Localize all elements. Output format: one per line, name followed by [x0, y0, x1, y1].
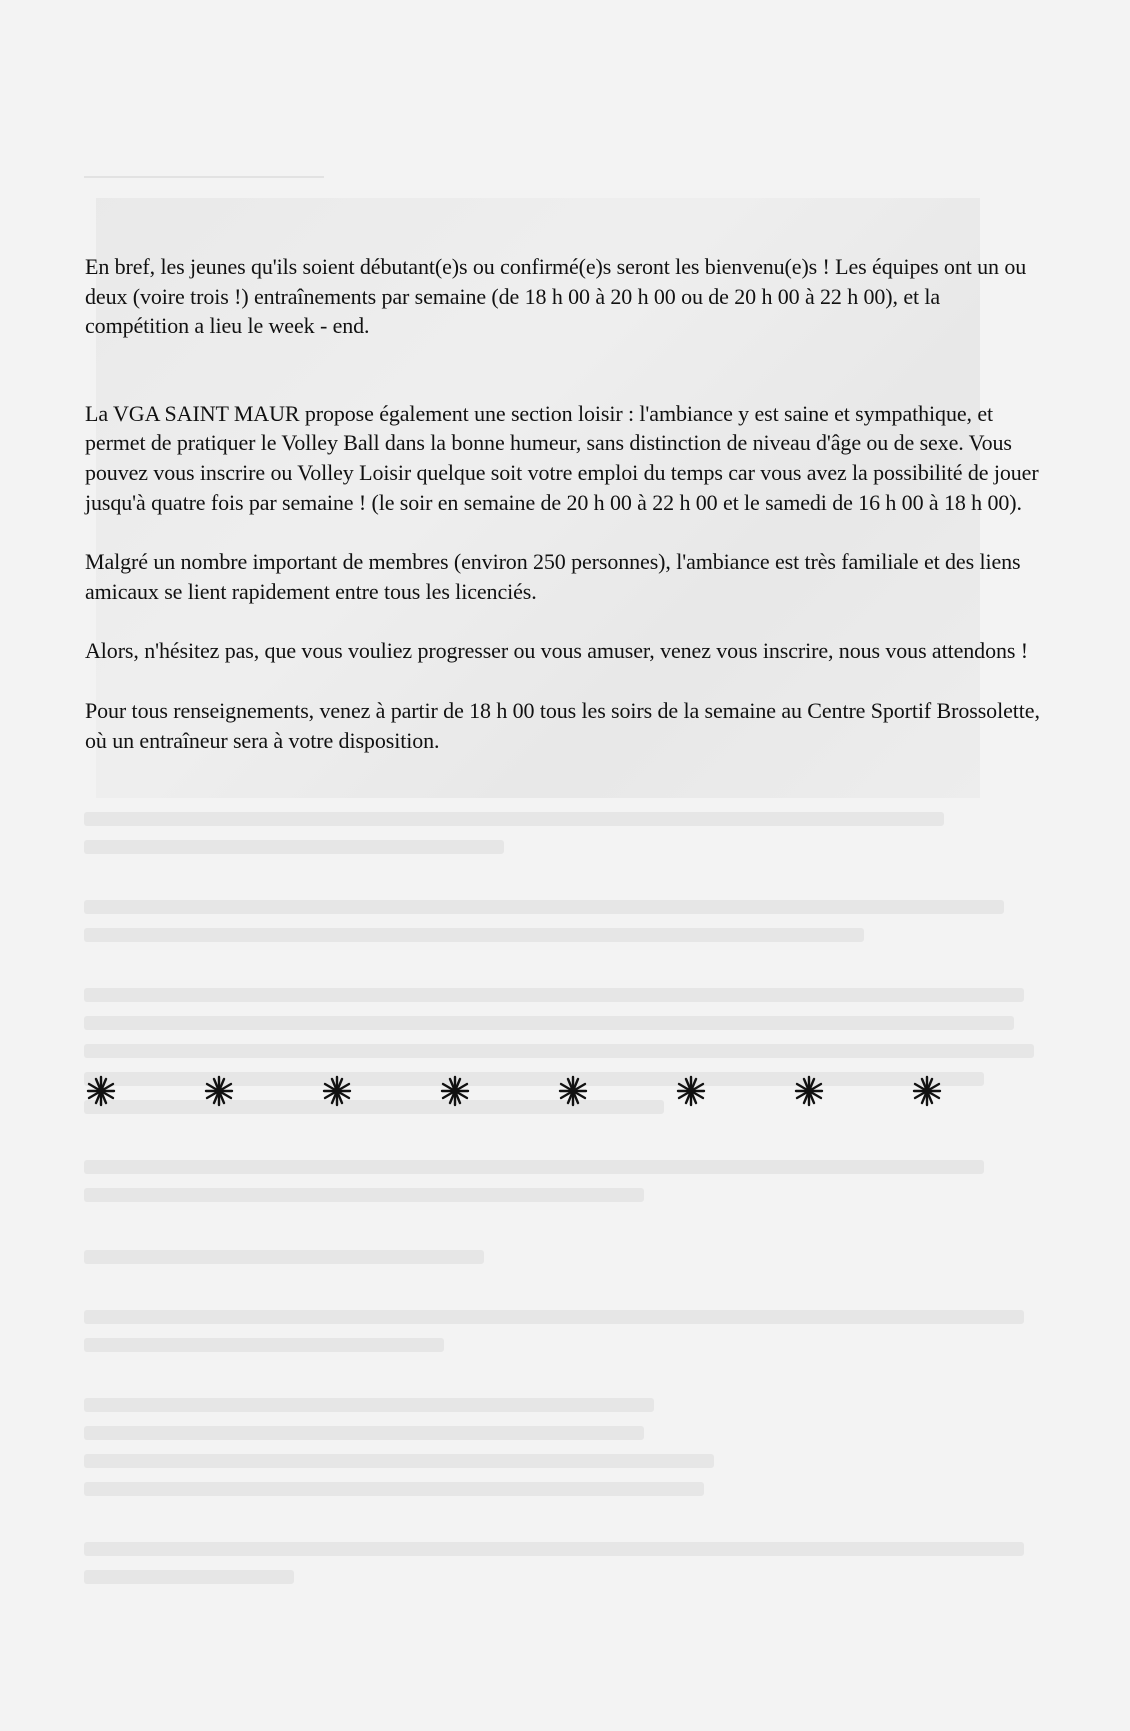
show-through-line	[84, 928, 864, 942]
show-through-line	[84, 1188, 644, 1202]
asterisk-star-icon	[557, 1075, 589, 1107]
paragraph-intro: En bref, les jeunes qu'ils soient débutant(e)s ou confirmé(e)s seront les bienvenu(e)s ! Les équipes ont un ou deux (voire trois !) entraînements par semaine (de 18 h 00 à 20 h 00 ou de 20 h 00 à 22 h 00), et la compétition a lieu le week - end.	[85, 254, 1027, 339]
show-through-line	[84, 1542, 1024, 1556]
paragraph-loisir: La VGA SAINT MAUR propose également une section loisir : l'ambiance y est saine et sympathique, et permet de pratiquer le Volley Ball dans la bonne humeur, sans distinction de niveau d'âge ou de sexe. Vous pouvez vous inscrire ou Volley Loisir quelque soit votre emploi du temps car vous avez la possibilité de jouer jusqu'à quatre fois par semaine ! (le soir en semaine de 20 h 00 à 22 h 00 et le samedi de 16 h 00 à 18 h 00).	[85, 400, 1039, 515]
show-through-line	[84, 1426, 644, 1440]
show-through-line	[84, 1398, 654, 1412]
show-through-line	[84, 840, 504, 854]
show-through-line	[84, 1250, 484, 1264]
star-separator	[85, 1075, 945, 1115]
show-through-line	[84, 900, 1004, 914]
show-through-line	[84, 1016, 1014, 1030]
asterisk-star-icon	[911, 1075, 943, 1107]
paragraph-invitation: Alors, n'hésitez pas, que vous vouliez progresser ou vous amuser, venez vous inscrire, nous vous attendons !	[85, 638, 1028, 664]
show-through-line	[84, 1044, 1034, 1058]
paragraph-renseignements: Pour tous renseignements, venez à partir de 18 h 00 tous les soirs de la semaine au Centre Sportif Brossolette, où un entraîneur sera à votre disposition.	[85, 697, 1040, 753]
show-through-line	[84, 988, 1024, 1002]
show-through-line	[84, 1570, 294, 1584]
show-through-line	[84, 1160, 984, 1174]
show-through-line	[84, 1310, 1024, 1324]
show-through-line	[84, 1454, 714, 1468]
paragraph-ambiance: Malgré un nombre important de membres (environ 250 personnes), l'ambiance est très familiale et des liens amicaux se lient rapidement entre tous les licenciés.	[85, 549, 1021, 604]
asterisk-star-icon	[203, 1075, 235, 1107]
body-text	[85, 252, 1045, 755]
asterisk-star-icon	[85, 1075, 117, 1107]
asterisk-star-icon	[675, 1075, 707, 1107]
asterisk-star-icon	[321, 1075, 353, 1107]
show-through-line	[84, 812, 944, 826]
show-through-line	[84, 1482, 704, 1496]
show-through-title	[84, 150, 324, 178]
show-through-line	[84, 1338, 444, 1352]
asterisk-star-icon	[793, 1075, 825, 1107]
asterisk-star-icon	[439, 1075, 471, 1107]
